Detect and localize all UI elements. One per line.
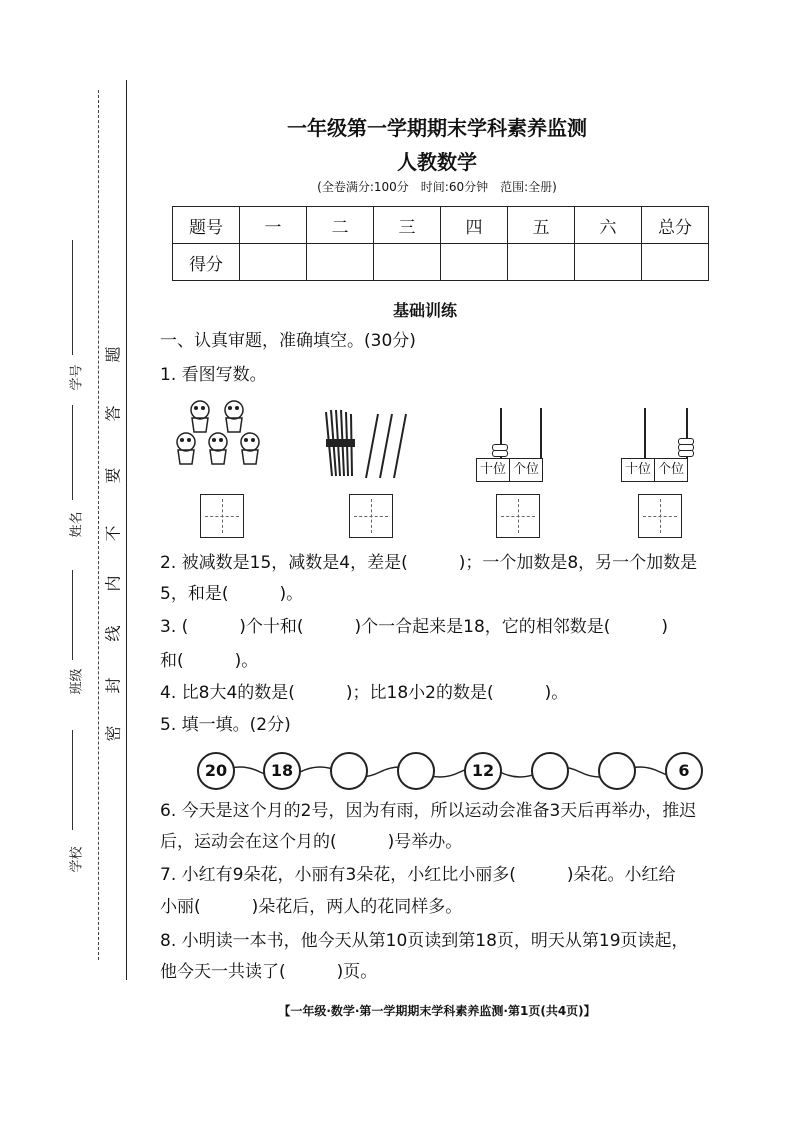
- school-label: 学校: [69, 846, 85, 873]
- sequence-circle[interactable]: [330, 752, 368, 790]
- question-3-line1: 3. ( )个十和( )个一合起来是18，它的相邻数是( ): [160, 617, 669, 637]
- abacus-base: [621, 458, 688, 482]
- score-header-cell: 五: [508, 207, 575, 244]
- answer-box[interactable]: [349, 494, 393, 538]
- page-footer: 【一年级·数学·第一学期期末学科素养监测·第1页(共4页)】: [278, 1004, 596, 1018]
- score-header-cell: 六: [575, 207, 642, 244]
- answer-box[interactable]: [496, 494, 540, 538]
- score-header-cell: 总分: [642, 207, 709, 244]
- exam-title: 一年级第一学期期末学科素养监测: [287, 116, 587, 140]
- question-3-line2: 和( )。: [160, 651, 259, 671]
- abacus-base: [476, 458, 543, 482]
- class-label: 班级: [69, 668, 85, 695]
- ones-label: 个位: [513, 462, 540, 477]
- seal-char: 答: [103, 405, 123, 422]
- person-figure: [225, 401, 243, 432]
- score-header-cell: 一: [240, 207, 307, 244]
- person-figure: [191, 401, 209, 432]
- abacus-rod: [644, 408, 646, 458]
- question-8-line2: 他今天一共读了( )页。: [160, 962, 378, 982]
- sidebar-line-left: [98, 90, 99, 960]
- question-2-line2: 5，和是( )。: [160, 584, 304, 604]
- score-cell[interactable]: [508, 244, 575, 281]
- person-figure: [177, 433, 195, 464]
- question-6-line1: 6. 今天是这个月的2号，因为有雨，所以运动会准备3天后再举办，推迟: [160, 801, 697, 821]
- seal-char: 封: [103, 677, 123, 694]
- score-cell[interactable]: [441, 244, 508, 281]
- score-table: [172, 206, 709, 281]
- school-field[interactable]: [72, 730, 73, 830]
- name-label: 姓名: [69, 511, 85, 538]
- ones-label: 个位: [658, 462, 685, 477]
- abacus-rod: [540, 408, 542, 458]
- name-field[interactable]: [72, 405, 73, 500]
- score-header-cell: 题号: [173, 207, 240, 244]
- abacus-bead: [678, 450, 694, 457]
- seal-char: 内: [103, 575, 123, 592]
- person-figure: [241, 433, 259, 464]
- score-header-cell: 二: [307, 207, 374, 244]
- seal-char: 要: [103, 467, 123, 484]
- part1-heading: 一、认真审题，准确填空。(30分): [160, 331, 416, 351]
- sequence-circle[interactable]: [598, 752, 636, 790]
- question-8-line1: 8. 小明读一本书，他今天从第10页读到第18页，明天从第19页读起，: [160, 931, 689, 951]
- single-stick: [366, 414, 378, 478]
- score-header-cell: 三: [374, 207, 441, 244]
- people-figures-image: [172, 396, 282, 478]
- score-row-label: 得分: [173, 244, 240, 281]
- exam-subtitle: 人教数学: [397, 150, 477, 174]
- score-cell[interactable]: [642, 244, 709, 281]
- seal-char: 线: [103, 625, 123, 642]
- exam-info: (全卷满分:100分 时间:60分钟 范围:全册): [317, 180, 557, 194]
- sticks-bundle-image: [318, 404, 418, 480]
- question-1: 1. 看图写数。: [160, 365, 267, 385]
- seal-char: 不: [103, 525, 123, 542]
- sidebar-line-right: [126, 80, 127, 980]
- question-2-line1: 2. 被减数是15，减数是4，差是( )；一个加数是8，另一个加数是: [160, 553, 698, 573]
- sequence-circle: 6: [665, 752, 703, 790]
- question-6-line2: 后，运动会在这个月的( )号举办。: [160, 832, 463, 852]
- sequence-circle[interactable]: [531, 752, 569, 790]
- sequence-circle[interactable]: [397, 752, 435, 790]
- person-figure: [209, 433, 227, 464]
- tens-label: 十位: [622, 459, 655, 481]
- score-cell[interactable]: [240, 244, 307, 281]
- score-header-cell: 四: [441, 207, 508, 244]
- seal-char: 题: [103, 346, 123, 363]
- single-stick: [380, 414, 392, 478]
- tens-label: 十位: [477, 459, 510, 481]
- sequence-circle: 12: [464, 752, 502, 790]
- score-cell[interactable]: [374, 244, 441, 281]
- single-stick: [394, 414, 406, 478]
- score-cell[interactable]: [575, 244, 642, 281]
- sequence-circle: 20: [197, 752, 235, 790]
- question-7-line1: 7. 小红有9朵花，小丽有3朵花，小红比小丽多( )朵花。小红给: [160, 865, 676, 885]
- class-field[interactable]: [72, 570, 73, 660]
- score-cell[interactable]: [307, 244, 374, 281]
- question-7-line2: 小丽( )朵花后，两人的花同样多。: [160, 897, 463, 917]
- abacus-bead: [492, 450, 508, 457]
- question-5: 5. 填一填。(2分): [160, 715, 291, 735]
- section-title: 基础训练: [392, 301, 457, 320]
- seal-char: 密: [103, 725, 123, 742]
- question-4: 4. 比8大4的数是( )；比18小2的数是( )。: [160, 683, 569, 703]
- student-id-label: 学号: [69, 364, 85, 391]
- sequence-circle: 18: [263, 752, 301, 790]
- stick-bundle: [326, 410, 354, 476]
- answer-box[interactable]: [638, 494, 682, 538]
- answer-box[interactable]: [200, 494, 244, 538]
